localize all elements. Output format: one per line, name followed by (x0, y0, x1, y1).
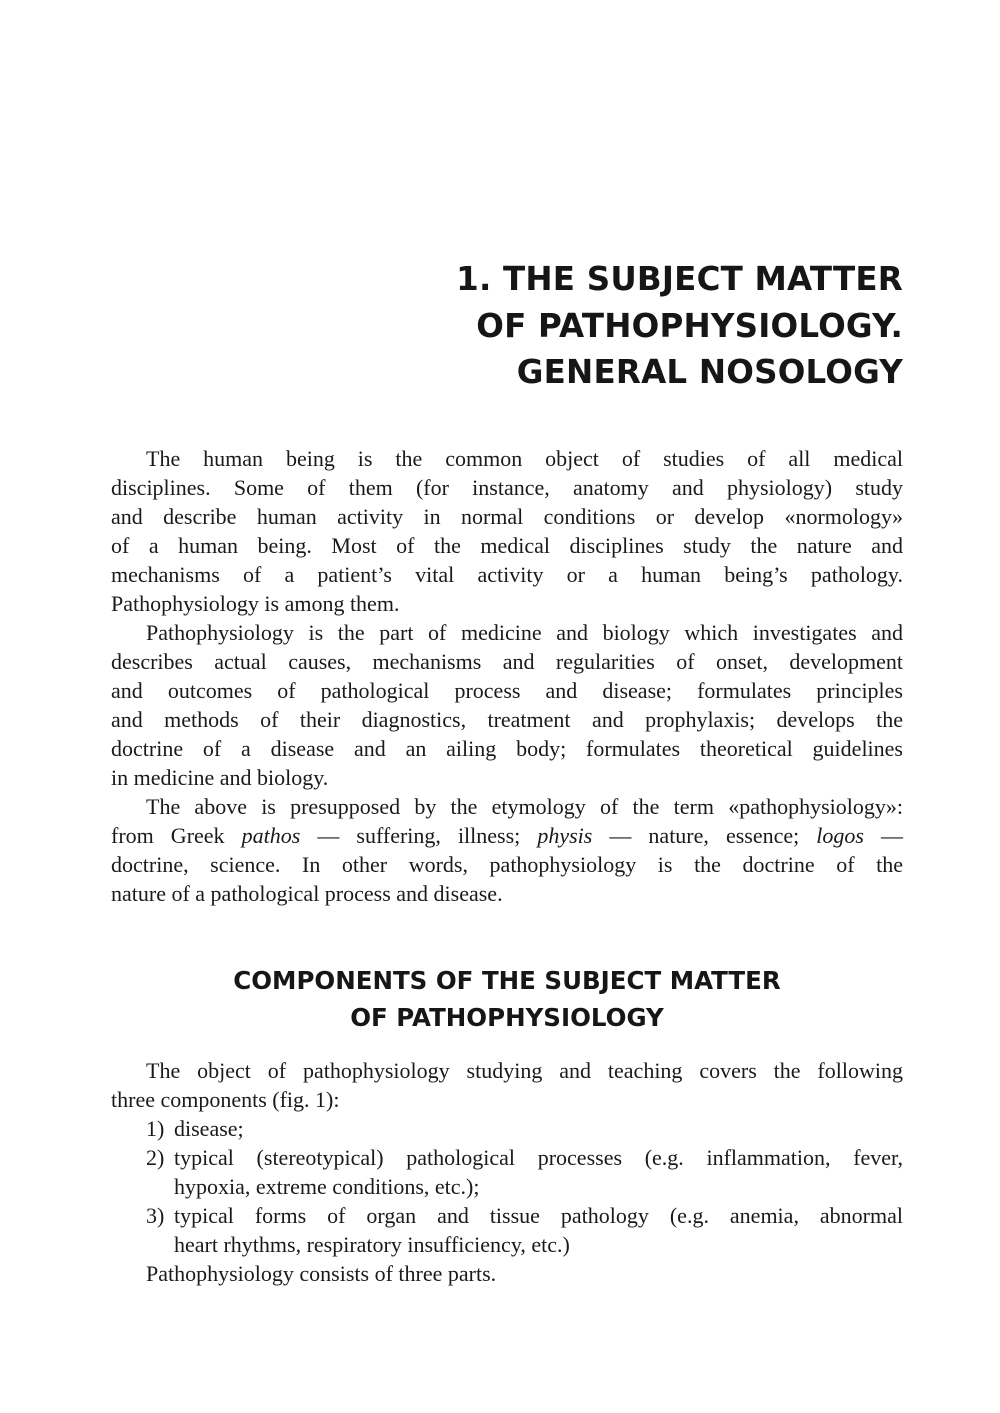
chapter-title-line: GENERAL NOSOLOGY (516, 353, 903, 391)
chapter-title-line: OF PATHOPHYSIOLOGY. (476, 306, 903, 345)
greek-term: logos (816, 823, 864, 848)
paragraph-line: disciplines. Some of them (for instance, anatomy and physiology) study (111, 475, 903, 500)
list-item (146, 1114, 903, 1143)
list-item (146, 1143, 903, 1172)
paragraph-line: and describe human activity in normal conditions or develop «normology» (111, 504, 903, 529)
paragraph-line: doctrine of a disease and an ailing body; formulates theoretical guidelines (111, 736, 903, 761)
paragraph-line: Pathophysiology is among them. (111, 591, 400, 616)
paragraph-line: and methods of their diagnostics, treatment and prophylaxis; develops the (111, 707, 903, 732)
list-item-text: disease; (174, 1116, 244, 1141)
text-span: — nature, essence; (592, 823, 817, 848)
section-heading-line: OF PATHOPHYSIOLOGY (350, 1003, 664, 1032)
paragraph-line: and outcomes of pathological process and disease; formulates principles (111, 678, 903, 703)
section-heading-line: COMPONENTS OF THE SUBJECT MATTER (233, 966, 781, 995)
paragraph-line: mechanisms of a patient’s vital activity or a human being’s pathology. (111, 562, 903, 587)
list-item-continuation: hypoxia, extreme conditions, etc.); (174, 1174, 480, 1199)
list-number: 1) (146, 1116, 165, 1141)
text-span: — (863, 823, 904, 848)
paragraph-line: in medicine and biology. (111, 765, 329, 790)
paragraph-line: of a human being. Most of the medical disciplines study the nature and (111, 533, 903, 558)
paragraph-line: doctrine, science. In other words, pathophysiology is the doctrine of the (111, 852, 903, 877)
paragraph-line: The object of pathophysiology studying and teaching covers the following (146, 1058, 903, 1083)
list-number: 2) (146, 1145, 165, 1170)
list-number: 3) (146, 1203, 165, 1228)
list-item (146, 1201, 903, 1230)
text-span: from Greek (111, 823, 242, 848)
greek-term: physis (537, 823, 593, 848)
chapter-title-line: 1. THE SUBJECT MATTER (456, 260, 903, 298)
list-item-text: typical forms of organ and tissue pathology (e.g. anemia, abnormal (174, 1203, 903, 1228)
paragraph-line: Pathophysiology is the part of medicine and biology which investigates and (146, 620, 903, 645)
paragraph-line: The above is presupposed by the etymology of the term «pathophysiology»: (146, 794, 903, 819)
paragraph-line: Pathophysiology consists of three parts. (146, 1261, 497, 1286)
list-item-text: typical (stereotypical) pathological processes (e.g. inflammation, fever, (174, 1145, 903, 1170)
chapter-title (300, 256, 903, 396)
text-span: — suffering, illness; (300, 823, 538, 848)
greek-term: pathos (241, 823, 301, 848)
paragraph-line: nature of a pathological process and disease. (111, 881, 503, 906)
paragraph-line: three components (fig. 1): (111, 1087, 340, 1112)
etymology-line (111, 821, 903, 850)
paragraph-line: describes actual causes, mechanisms and regularities of onset, development (111, 649, 903, 674)
list-item-continuation: heart rhythms, respiratory insufficiency, etc.) (174, 1232, 570, 1257)
section-heading (111, 962, 903, 1036)
paragraph-line: The human being is the common object of studies of all medical (146, 446, 903, 471)
